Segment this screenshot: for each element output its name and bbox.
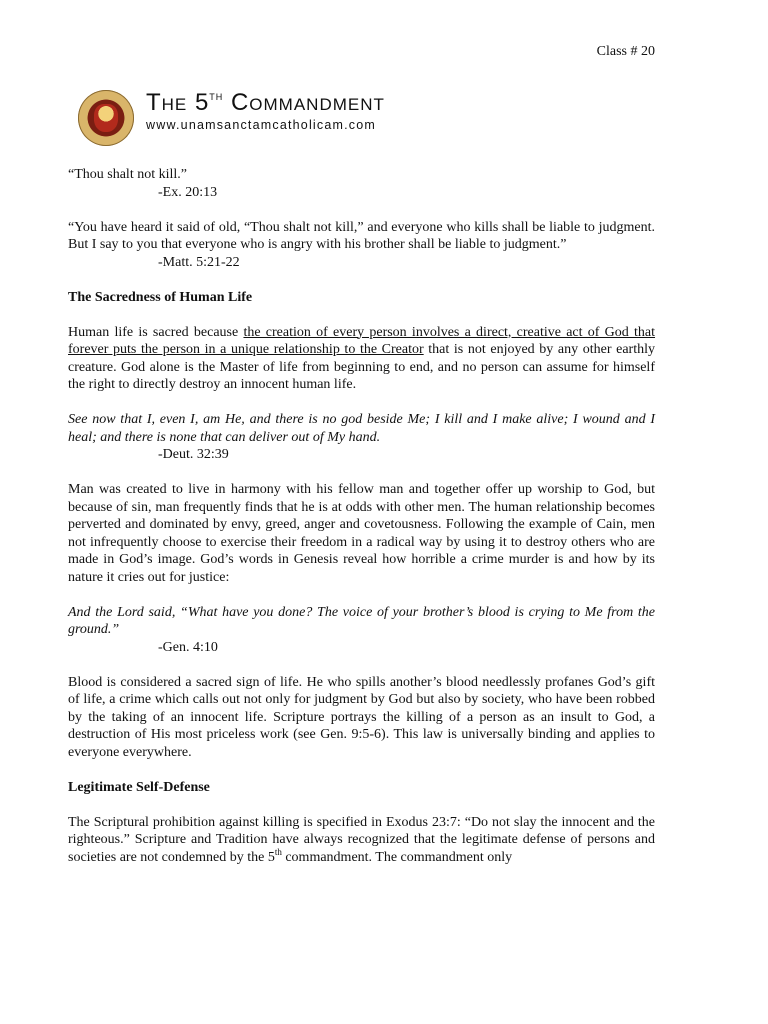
- quote-genesis: And the Lord said, “What have you done? The voice of your brother’s blood is crying to Me from the ground.” -Gen. 4:10: [68, 604, 655, 655]
- quote-reference: -Deut. 32:39: [158, 447, 229, 462]
- quote-reference: -Gen. 4:10: [158, 639, 218, 655]
- quote-exodus: “Thou shalt not kill.” -Ex. 20:13: [68, 166, 655, 201]
- document-header: [78, 88, 638, 150]
- section-heading-sacredness: The Sacredness of Human Life: [68, 289, 253, 305]
- website-url: www.unamsanctamcatholicam.com: [146, 118, 377, 132]
- class-number: Class # 20: [596, 44, 655, 59]
- section-heading-self-defense: Legitimate Self-Defense: [68, 779, 210, 795]
- document-body: [68, 166, 655, 884]
- quote-reference: -Matt. 5:21-22: [158, 254, 240, 270]
- seal-logo-icon: [78, 90, 134, 146]
- paragraph-harmony: Man was created to live in harmony with his fellow man and together offer up worship to God, but because of sin, man frequently finds that he is at odds with other men. The human relationship becomes perverted and dominated by envy, greed, anger and covetousness. Following the example of Cain, men not infrequently choose to exercise their freedom in a radical way by using it to destroy others who are made in God’s image. God’s words in Genesis reveal how horrible a crime murder is and how by its nature it cries out for justice:: [68, 482, 655, 585]
- paragraph-self-defense: The Scriptural prohibition against killing is specified in Exodus 23:7: “Do not slay the innocent and the righteous.” Scripture and Tradition have always recognized that the legitimate defense of persons and societies are not condemned by the 5th commandment. The commandment only: [68, 814, 655, 865]
- document-title: The 5th Commandment: [146, 88, 385, 116]
- paragraph-blood: Blood is considered a sacred sign of life. He who spills another’s blood needlessly profanes God’s gift of life, a crime which calls out not only for judgment by God but also by society, who have been robbed by the taking of an innocent life. Scripture portrays the killing of a person as an insult to God, a destruction of His most priceless work (see Gen. 9:5-6). This law is universally binding and applies to everyone everywhere.: [68, 674, 655, 760]
- quote-matthew: “You have heard it said of old, “Thou shalt not kill,” and everyone who kills shall be liable to judgment. But I say to you that everyone who is angry with his brother shall be liable to judgment.” -Matt. 5:21-22: [68, 219, 655, 270]
- quote-reference: -Ex. 20:13: [158, 184, 218, 200]
- quote-deuteronomy: See now that I, even I, am He, and there is no god beside Me; I kill and I make alive; I wound and I heal; and there is none that can deliver out of My hand. -Deut. 32:39: [68, 412, 655, 462]
- paragraph-sacredness: Human life is sacred because the creation of every person involves a direct, creative act of God that forever puts the person in a unique relationship to the Creator that is not enjoyed by any other earthly creature. God alone is the Master of life from beginning to end, and no person can assume for himself the right to directly destroy an innocent human life.: [68, 324, 656, 392]
